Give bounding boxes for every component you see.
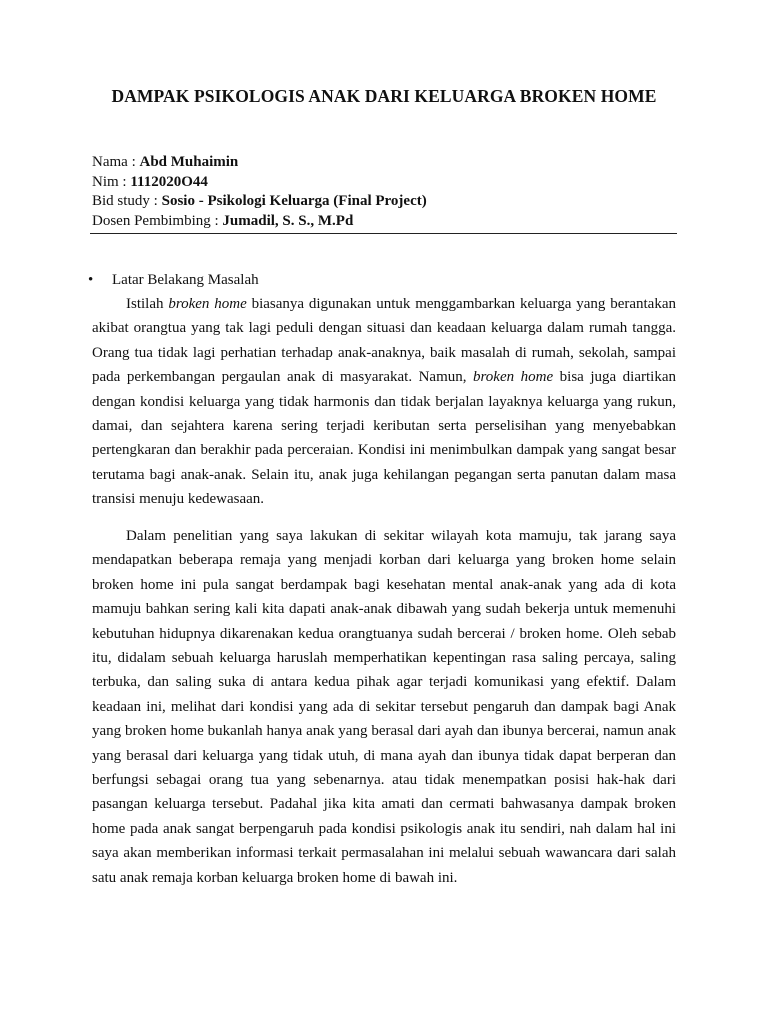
meta-row-study <box>92 192 427 212</box>
term-broken-home: broken home <box>168 296 247 312</box>
meta-value: Jumadil, S. S., M.Pd <box>222 212 354 229</box>
paragraph-2: Dalam penelitian yang saya lakukan di sekitar wilayah kota mamuju, tak jarang saya mendapatkan beberapa remaja yang menjadi korban dari keluarga yang broken home selain broken home ini pula sangat berdampak bagi kesehatan mental anak-anak yang ada di kota mamuju bahkan sering kali kita dapati anak-anak dibawah yang sudah bekerja untuk memenuhi kebutuhan hidupnya dikarenakan kedua orangtuanya sudah bercerai / broken home. Oleh sebab itu, didalam sebuah keluarga haruslah memperhatikan kepentingan rasa saling percaya, saling terbuka, dan saling suka di antara kedua pihak agar terjadi komunikasi yang efektif. Dalam keadaan ini, melihat dari kondisi yang ada di sekitar tersebut pengaruh dan dampak bagi Anak yang broken home bukanlah hanya anak yang berasal dari ayah dan ibunya bercerai, namun anak yang berasal dari keluarga yang tidak utuh, di mana ayah dan ibunya tidak dapat berperan dan berfungsi sebagai orang tua yang sebenarnya. atau tidak menempatkan posisi hak-hak dari pasangan keluarga tersebut. Padahal jika kita amati dan cermati bahwasanya dampak broken home pada anak sangat berpengaruh pada kondisi psikologis anak itu sendiri, nah dalam hal ini saya akan memberikan informasi terkait permasalahan ini melalui sebuah wawancara dari salah satu anak remaja korban keluarga broken home di bawah ini. <box>92 528 676 886</box>
document-title: DAMPAK PSIKOLOGIS ANAK DARI KELUARGA BROKEN HOME <box>111 86 657 106</box>
meta-label: Nama : <box>92 154 140 170</box>
horizontal-divider <box>90 233 677 234</box>
paragraph-1 <box>92 292 676 512</box>
bullet-icon: • <box>88 272 94 288</box>
meta-label: Bid study : <box>92 193 162 209</box>
meta-value: Abd Muhaimin <box>139 154 239 170</box>
meta-label: Dosen Pembimbing : <box>92 212 223 229</box>
term-broken-home: broken home <box>473 369 554 386</box>
meta-row-name <box>92 153 427 173</box>
meta-value: Sosio - Psikologi Keluarga (Final Project) <box>161 193 427 209</box>
meta-row-nim <box>92 173 427 193</box>
paragraph-1-text: bisa juga diartikan dengan kondisi keluarga yang tidak harmonis dan tidak berjalan layaknya keluarga yang rukun, damai, dan sejahtera karena sering terjadi keributan serta perselisihan yang menyebabkan pertengkaran dan berakhir pada perceraian. Kondisi ini menimbulkan dampak yang sangat besar terutama bagi anak-anak. Selain itu, anak juga kehilangan pegangan serta panutan dalam masa transisi menuju kedewasaan. <box>92 369 676 508</box>
paragraph-1-text: Istilah <box>126 296 169 312</box>
paragraph-1-text: biasanya digunakan untuk menggambarkan keluarga yang berantakan akibat orangtua yang tak lagi peduli dengan situasi dan keadaan keluarga dalam rumah tangga. Orang tua tidak lagi perhatian terhadap anak-anaknya, baik masalah di rumah, sekolah, sampai pada perkembangan pergaulan anak di masyarakat. Namun, <box>92 296 676 386</box>
meta-row-advisor <box>92 212 427 232</box>
author-info <box>92 153 427 231</box>
section-bullet <box>88 270 259 290</box>
section-heading: Latar Belakang Masalah <box>112 272 259 288</box>
meta-value: 1112020O44 <box>130 173 208 190</box>
meta-label: Nim : <box>92 173 131 190</box>
